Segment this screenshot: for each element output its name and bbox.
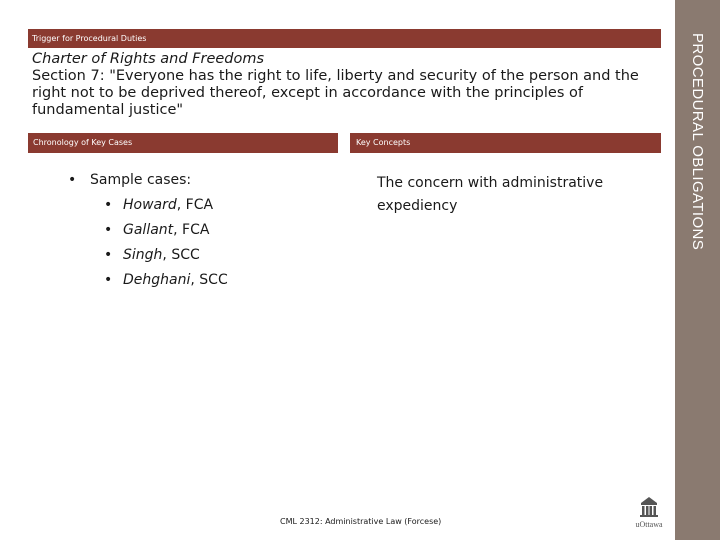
university-building-icon (627, 495, 671, 519)
list-item (104, 243, 228, 268)
bullet-icon: • (104, 222, 113, 238)
case-name: Singh (123, 247, 163, 263)
sample-cases-heading (68, 168, 228, 193)
key-concepts-label: Key Concepts (356, 138, 411, 147)
sample-cases-list (68, 168, 228, 293)
key-concepts-header-bar (350, 133, 661, 153)
university-logo (627, 495, 671, 531)
case-name: Dehghani (123, 272, 191, 288)
bullet-icon: • (68, 172, 77, 188)
charter-title: Charter of Rights and Freedoms (32, 51, 265, 67)
bullet-icon: • (104, 272, 113, 288)
case-list (68, 193, 228, 293)
logo-wordmark: uOttawa (635, 520, 663, 529)
case-court: , SCC (162, 247, 200, 263)
charter-block (32, 51, 662, 119)
bullet-icon: • (104, 197, 113, 213)
list-item (104, 218, 228, 243)
chronology-label: Chronology of Key Cases (33, 138, 133, 147)
footer-course-label: CML 2312: Administrative Law (Forcese) (280, 517, 442, 526)
section-label: Trigger for Procedural Duties (32, 34, 147, 43)
section-header-bar (28, 29, 661, 48)
case-court: , SCC (190, 272, 228, 288)
side-title-container (675, 0, 720, 290)
case-court: , FCA (176, 197, 214, 213)
case-court: , FCA (173, 222, 210, 238)
sample-cases-heading-text: Sample cases: (90, 172, 192, 188)
charter-section-text: Section 7: "Everyone has the right to life, liberty and security of the person and the right not to be deprived thereof, except in accordance with the principles of fundamental justice" (32, 68, 639, 118)
chronology-header-bar (28, 133, 338, 153)
list-item (104, 193, 228, 218)
case-name: Gallant (123, 222, 174, 238)
case-name: Howard (123, 197, 177, 213)
side-title: PROCEDURAL OBLIGATIONS (689, 33, 706, 251)
bullet-icon: • (104, 247, 113, 263)
list-item (104, 268, 228, 293)
key-concept-text: The concern with administrative expediency (377, 175, 604, 214)
